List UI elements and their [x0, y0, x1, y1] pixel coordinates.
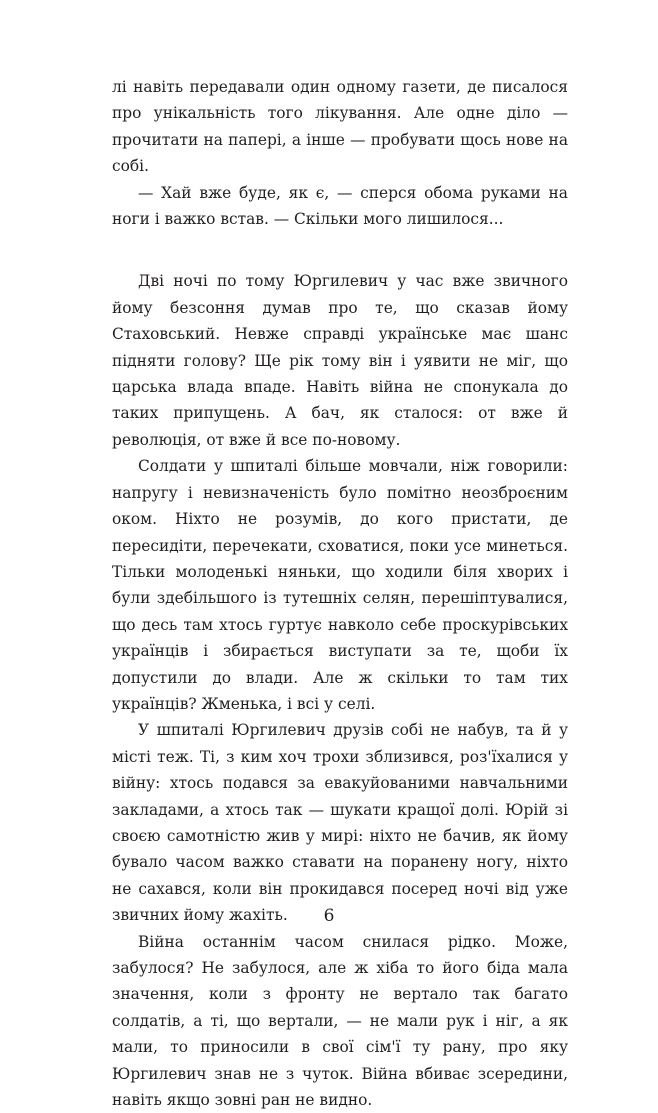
paragraph: лі навіть передавали один одному газети, де писалося про унікальність того лікування. Але одне діло — прочитати на папері, а інше — пробувати щось нове на собі. [112, 78, 568, 176]
paragraph: Війна останнім часом снилася рідко. Може, забулося? Не забулося, але ж хіба то його біда мала значення, коли з фронту не вертало так багато солдатів, а ті, що вертали, — не мали рук і ніг, а як мали, то приносили в свої сім'ї ту рану, про яку Юргилевич знав не з чуток. Війна вбиває зсередини, навіть якщо зовні ран не видно. [112, 932, 568, 1110]
paragraph: Солдати у шпиталі більше мовчали, ніж говорили: напругу і невизначеність було помітно неозброєним оком. Ніхто не розумів, до кого пристати, де пересидіти, перечекати, сховатися, поки усе минеться. Тільки молоденькі няньки, що ходили біля хворих і були здебільшого із тутешніх селян, перешіптувалися, що десь там хтось гуртує навколо себе проскурівських українців і збирається виступати за те, щоби їх допустили до влади. Але ж скільки то там тих українців? Жменька, і всі у селі. [112, 457, 568, 713]
paragraph: — Хай вже буде, як є, — сперся обома руками на ноги і важко встав. — Скільки мого лишилося... [112, 183, 568, 229]
page-body [112, 74, 568, 1113]
page-number: 6 [323, 906, 335, 926]
section-break [112, 232, 568, 268]
paragraph: У шпиталі Юргилевич друзів собі не набув, та й у місті теж. Ті, з ким хоч трохи зблизився, роз'їхалися у війну: хтось подався за евакуйованими навчальними закладами, а хтось так — шукати кращої долі. Юрій зі своєю самотністю жив у мирі: ніхто не бачив, як йому бувало часом важко ставати на поранену ногу, ніхто не сахався, коли він прокидався посеред ночі від уже звичних йому жахіть. [112, 721, 568, 925]
paragraph: Дві ночі по тому Юргилевич у час вже звичного йому безсоння думав про те, що сказав йому Стаховський. Невже справді українське має шанс підняти голову? Ще рік тому він і уявити не міг, що царська влада впаде. Навіть війна не спонукала до таких припущень. А бач, як сталося: от вже й революція, от вже й все по-новому. [112, 272, 568, 449]
